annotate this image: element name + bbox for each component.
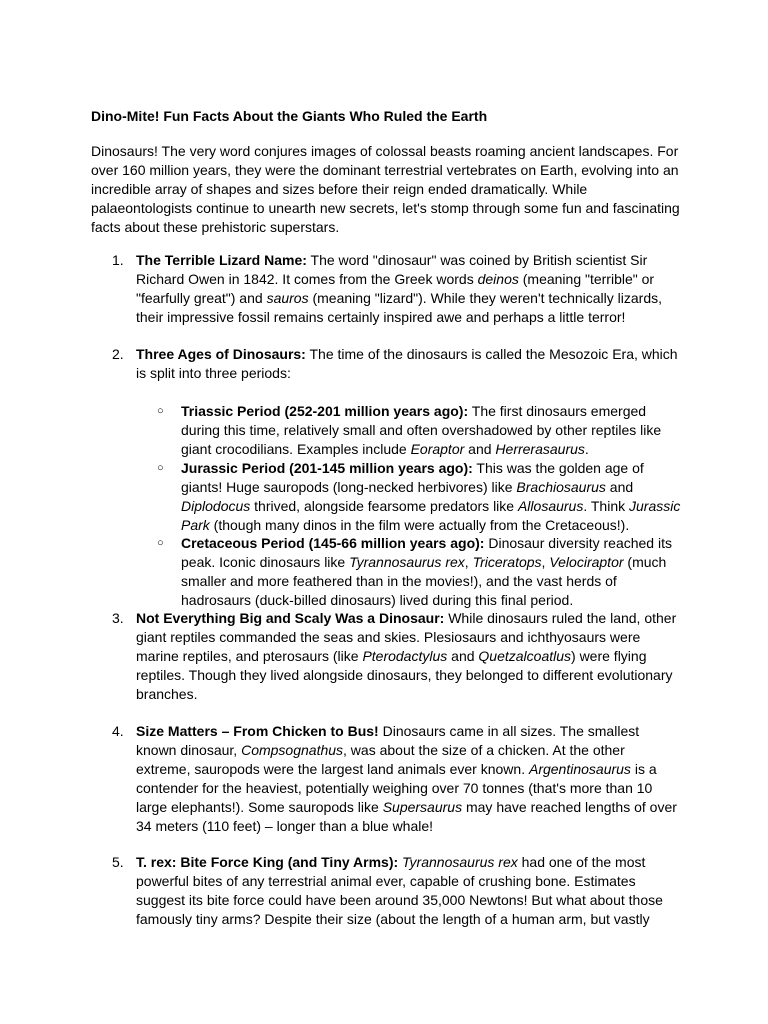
list-item-terrible-lizard: The Terrible Lizard Name: The word "dinosaur" was coined by British scientist Sir Richard Owen in 1842. It comes from the Greek words deinos (meaning "terrible" or "fearfully great") and sauros (meaning "lizard"). While they weren't technically lizards, their impressive fossil remains certainly inspired awe and perhaps a little terror! [136, 252, 663, 325]
list-number: 2. [112, 346, 124, 362]
sub-item-heading: Triassic Period (252-201 million years ago): [181, 403, 469, 419]
sub-item-triassic: Triassic Period (252-201 million years ago): The first dinosaurs emerged during this time, relatively small and often overshadowed by other reptiles like giant crocodilians. Examples include Eoraptor and Herrerasaurus. [181, 403, 662, 457]
sub-item-jurassic: Jurassic Period (201-145 million years ago): This was the golden age of giants! Huge sauropods (long-necked herbivores) like Brachiosaurus and Diplodocus thrived, alongside fearsome predators like Allosaurus. Think Jurassic Park (though many dinos in the film were actually from the Cretaceous!). [181, 460, 681, 533]
list-number: 1. [112, 252, 124, 268]
hollow-circle-bullet-icon: ○ [157, 537, 164, 549]
list-item-heading: Size Matters – From Chicken to Bus! [136, 723, 379, 739]
list-number: 3. [112, 610, 124, 626]
list-number: 4. [112, 723, 124, 739]
list-item-not-dinosaurs: Not Everything Big and Scaly Was a Dinosaur: While dinosaurs ruled the land, other giant reptiles commanded the seas and skies. Plesiosaurs and ichthyosaurs were marine reptiles, and pterosaurs (like Pterodactylus and Quetzalcoatlus) were flying reptiles. Though they lived alongside dinosaurs, they belonged to different evolutionary branches. [136, 610, 677, 702]
list-item-heading: Three Ages of Dinosaurs: [136, 346, 306, 362]
sub-item-heading: Cretaceous Period (145-66 million years ago): [181, 535, 485, 551]
hollow-circle-bullet-icon: ○ [157, 462, 164, 474]
hollow-circle-bullet-icon: ○ [157, 405, 164, 417]
list-item-size-matters: Size Matters – From Chicken to Bus! Dinosaurs came in all sizes. The smallest known dinosaur, Compsognathus, was about the size of a chicken. At the other extreme, sauropods were the largest land animals ever known. Argentinosaurus is a contender for the heaviest, potentially weighing over 70 tonnes (that's more than 10 large elephants!). Some sauropods like Supersaurus may have reached lengths of over 34 meters (110 feet) – longer than a blue whale! [136, 723, 677, 834]
sub-item-heading: Jurassic Period (201-145 million years ago): [181, 460, 473, 476]
list-item-heading: Not Everything Big and Scaly Was a Dinosaur: [136, 610, 445, 626]
intro-paragraph: Dinosaurs! The very word conjures images of colossal beasts roaming ancient landscapes. For over 160 million years, they were the dominant terrestrial vertebrates on Earth, evolving into an incredible array of shapes and sizes before their reign ended dramatically. While palaeontologists continue to unearth new secrets, let's stomp through some fun and fascinating facts about these prehistoric superstars. [91, 143, 680, 235]
list-item-heading: T. rex: Bite Force King (and Tiny Arms): [136, 854, 399, 870]
list-item-three-ages: Three Ages of Dinosaurs: The time of the dinosaurs is called the Mesozoic Era, which is split into three periods: [136, 346, 678, 381]
document-title: Dino-Mite! Fun Facts About the Giants Who Ruled the Earth [91, 108, 488, 124]
list-item-t-rex: T. rex: Bite Force King (and Tiny Arms): Tyrannosaurus rex had one of the most powerful bites of any terrestrial animal ever, capable of crushing bone. Estimates suggest its bite force could have been around 35,000 Newtons! But what about those famously tiny arms? Despite their size (about the length of a human arm, but vastly [136, 854, 663, 927]
list-item-heading: The Terrible Lizard Name: [136, 252, 307, 268]
sub-item-cretaceous: Cretaceous Period (145-66 million years ago): Dinosaur diversity reached its peak. Iconic dinosaurs like Tyrannosaurus rex, Triceratops, Velociraptor (much smaller and more feathered than in the movies!), and the vast herds of hadrosaurs (duck-billed dinosaurs) lived during this final period. [181, 535, 672, 608]
list-number: 5. [112, 854, 124, 870]
